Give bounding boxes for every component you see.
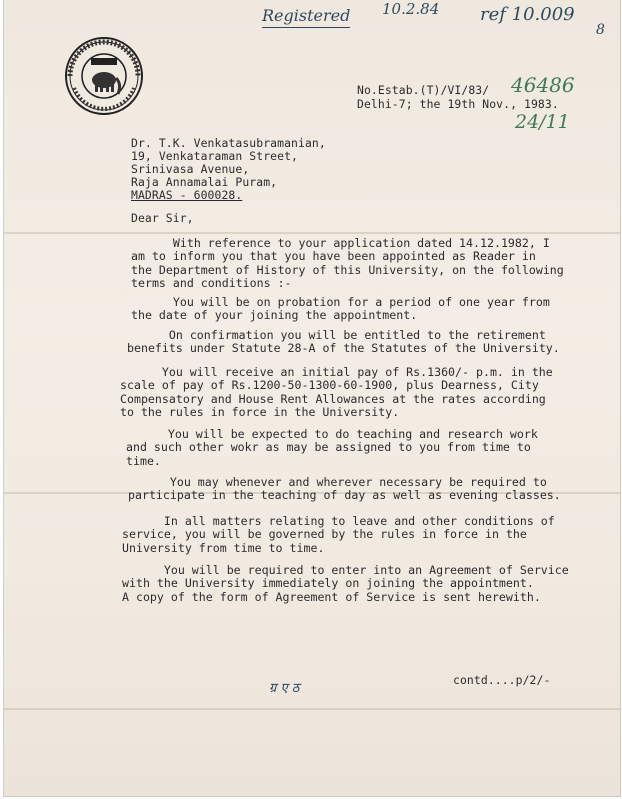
university-seal-icon [64,36,144,116]
body-paragraph: You will be expected to do teaching and research work and such other wokr as may be assigned to you from time to time. [126,427,538,468]
reference-number: No.Estab.(T)/VI/83/ [357,83,490,97]
top-ref-note: ref 10.009 [480,4,575,25]
salutation: Dear Sir, [131,211,194,225]
body-paragraph: You may whenever and wherever necessary be required to participate in the teaching of day as well as evening classes. [128,475,561,503]
recipient-line: Dr. T.K. Venkatasubramanian, [131,136,326,150]
fold-line [4,708,620,710]
recipient-line: 19, Venkataraman Street, [131,149,298,163]
fold-line [4,232,620,234]
top-mark-note: 8 [596,22,605,38]
recipient-line: MADRAS - 600028. [131,188,243,202]
body-paragraph: You will be required to enter into an Agreement of Service with the University immediately on joining the appointment. A copy of the form of Agreement of Service is sent herewith. [122,563,569,604]
body-paragraph: You will receive an initial pay of Rs.1360/- p.m. in the scale of pay of Rs.1200-50-1300-60-1900, plus Dearness, City Compensatory and House Rent Allowances at the rates according to the rules in force in the University. [120,365,553,420]
body-paragraph: In all matters relating to leave and other conditions of service, you will be governed by the rules in force in the University from time to time. [122,514,555,555]
recipient-line: Raja Annamalai Puram, [131,175,278,189]
place-date: Delhi-7; the 19th Nov., 1983. [357,97,559,111]
letter-page [3,0,621,797]
continued-note: contd....p/2/- [453,673,551,687]
date-mark-note: 24/11 [515,111,570,133]
body-paragraph: You will be on probation for a period of one year from the date of your joining the appointment. [131,295,550,323]
body-paragraph: With reference to your application dated 14.12.1982, I am to inform you that you have been appointed as Reader in the Department of History of this University, on the following terms and conditions :- [131,236,564,291]
recipient-line: Srinivasa Avenue, [131,162,250,176]
file-number-note: 46486 [511,73,575,97]
registered-note: Registered [262,6,350,25]
top-date-note: 10.2.84 [382,0,440,18]
body-paragraph: On confirmation you will be entitled to the retirement benefits under Statute 28-A of the Statutes of the University. [127,328,560,356]
bottom-scribble: ग्र ए ठ [269,681,300,696]
